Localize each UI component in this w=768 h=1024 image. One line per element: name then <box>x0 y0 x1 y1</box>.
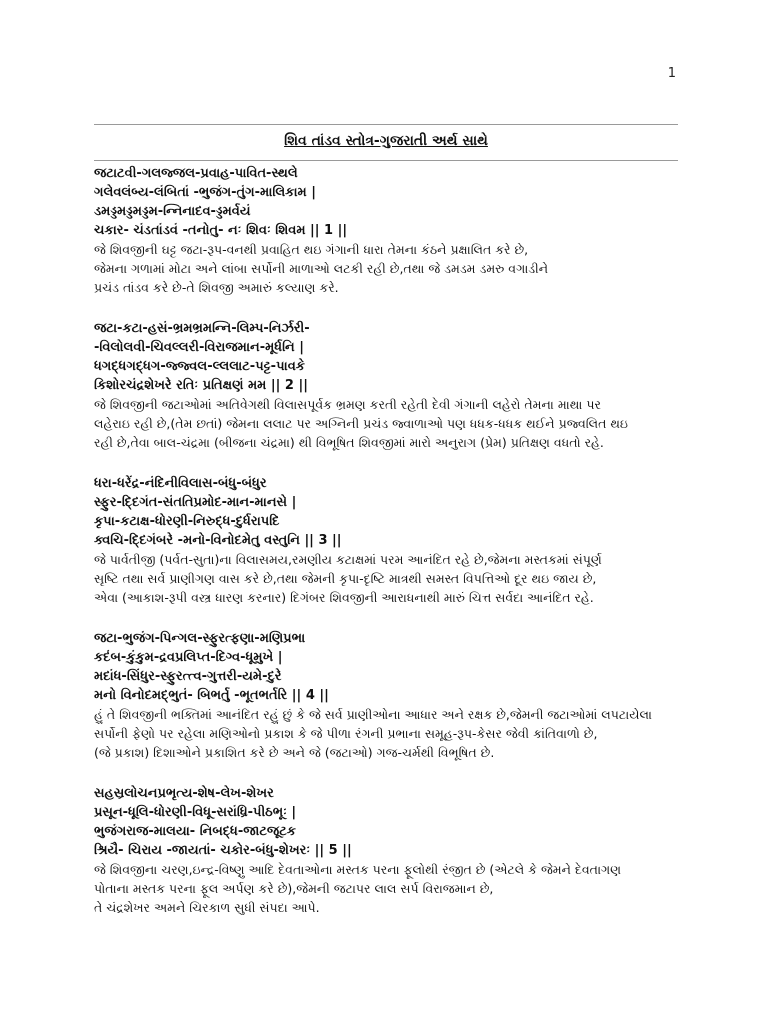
meaning-line: સૃષ્ટિ તથા સર્વ પ્રાણીગણ વાસ કરે છે,તથા જેમની કૃપા-દૃષ્ટિ માત્રથી સમસ્ત વિપત્તિઓ દૂર થઇ જાય છે, <box>94 571 597 586</box>
meaning-line: સર્પોની ફેણો પર રહેલા મણિઓનો પ્રકાશ કે જે પીળા રંગની પ્રભાના સમૂહ-રૂપ-કેસર જેવી કાંતિવાળો છે, <box>94 726 598 741</box>
meaning-line: પ્રચંડ તાંડવ કરે છે-તે શિવજી અમારું કલ્યાણ કરે. <box>94 280 339 295</box>
verse-line: મદાંધ-સિંધુર-સ્ફુરત્ત્વ-ગુત્તરી-યમે-દુરે <box>94 669 282 684</box>
meaning-line: જે શિવજીની જટાઓમાં અતિવેગથી વિલાસપૂર્વક ભ્રમણ કરતી રહેતી દેવી ગંગાની લહેરો તેમના માથા પર <box>94 397 601 412</box>
verse-2 <box>94 319 684 452</box>
verse-line: ધગદ્ધગદ્ધગ-જ્જ્વલ-લ્લલાટ-પટ્ટ-પાવકે <box>94 359 305 374</box>
verse-line: ચકાર- ચંડતાંડવં -તનોતુ- નઃ શિવઃ શિવમ || 1 || <box>94 223 348 238</box>
meaning-line: જે શિવજીના ચરણ,ઇન્દ્ર-વિષ્ણુ આદિ દેવતાઓના મસ્તક પરના ફૂલોથી રંજીત છે (એટલે કે જેમને દેવતાગણ <box>94 862 622 877</box>
meaning-line: જે શિવજીની ઘટ્ટ જટા-રૂપ-વનથી પ્રવાહિત થઇ ગંગાની ધારા તેમના કંઠને પ્રક્ષાલિત કરે છે, <box>94 242 529 257</box>
verse-4 <box>94 629 684 762</box>
verse-line: ભુજંગરાજ-માલયા- નિબદ્ધ-જાટજૂટક <box>94 824 296 839</box>
verse-line: સ્ફુર-દ્દિગંત-સંતતિપ્રમોદ-માન-માનસે | <box>94 495 297 510</box>
meaning-line: તે ચંદ્રશેખર અમને ચિરકાળ સુધી સંપદા આપે. <box>94 900 320 915</box>
document-body <box>94 164 684 939</box>
verse-line: સહસ્રલોચનપ્રભૃત્ય-શેષ-લેખ-શેખર <box>94 786 274 801</box>
verse-5 <box>94 784 684 917</box>
verse-line: કૃપા-કટાક્ષ-ધોરણી-નિરુદ્ધ-દુર્ધરાપદિ <box>94 514 280 529</box>
verse-1 <box>94 164 684 297</box>
title-bottom-rule <box>94 160 678 161</box>
verse-line: જટા-કટા-હસં-ભ્રમભ્રમન્નિ-લિમ્પ-નિર્ઝરી- <box>94 321 310 336</box>
meaning-line: હું તે શિવજીની ભક્તિમાં આનંદિત રહું છું કે જે સર્વ પ્રાણીઓના આધાર અને રક્ષક છે,જેમની જટાઓમાં લપટાયેલા <box>94 707 652 722</box>
meaning-line: જેમના ગળામાં મોટા અને લાંબા સર્પોની માળાઓ લટકી રહી છે,તથા જે ડમડમ ડમરુ વગાડીને <box>94 261 549 276</box>
verse-line: ધરા-ધરેંદ્ર-નંદિનીવિલાસ-બંધુ-બંધુર <box>94 476 267 491</box>
verse-line: શ્રિયૈ- ચિરાય -જાયતાં- ચકોર-બંધુ-શેખરઃ || 5 || <box>94 843 352 858</box>
meaning-line: એવા (આકાશ-રૂપી વસ્ત્ર ધારણ કરનાર) દિગંબર શિવજીની આરાધનાથી મારું ચિત્ત સર્વદા આનંદિત રહે. <box>94 590 594 605</box>
verse-line: જટા-ભુજંગ-પિન્ગલ-સ્ફુરત્ફણા-મણિપ્રભા <box>94 631 306 646</box>
verse-line: ક્વચિ-દ્દિગંબરે -મનો-વિનોદમેતુ વસ્તુનિ || 3 || <box>94 533 342 548</box>
verse-3 <box>94 474 684 607</box>
meaning-line: પોતાના મસ્તક પરના ફૂલ અર્પણ કરે છે),જેમની જટાપર લાલ સર્પ વિરાજમાન છે, <box>94 881 494 896</box>
verse-line: કિશોરચંદ્રશેખરે રતિઃ પ્રતિક્ષણં મમ || 2 || <box>94 378 308 393</box>
verse-line: -વિલોલવી-ચિવલ્લરી-વિરાજમાન-મૂર્ધનિ | <box>94 340 304 355</box>
meaning-line: રહી છે,તેવા બાલ-ચંદ્રમા (બીજના ચંદ્રમા) થી વિભૂષિત શિવજીમાં મારો અનુરાગ (પ્રેમ) પ્રતિક્ષણ વધતો રહે. <box>94 435 604 450</box>
meaning-line: જે પાર્વતીજી (પર્વત-સુતા)ના વિલાસમય,રમણીય કટાક્ષમાં પરમ આનંદિત રહે છે,જેમના મસ્તકમાં સંપૂર્ણ <box>94 552 602 567</box>
verse-line: મનો વિનોદમદ્ભુતં- બિભર્તુ -ભૂતભર્તરિ || 4 || <box>94 688 329 703</box>
verse-line: ગલેવલંબ્ય-લંબિતાં -ભુજંગ-તુંગ-માલિકામ | <box>94 185 316 200</box>
verse-line: ડમડ્ડમડ્ડમડ્ડમ-ન્નિનાદવ-ડ્ડમર્વયં <box>94 204 251 219</box>
document-title: શિવ તાંડવ સ્તોત્ર-ગુજરાતી અર્થ સાથે <box>284 133 488 149</box>
title-top-rule <box>94 124 678 125</box>
meaning-line: (જે પ્રકાશ) દિશાઓને પ્રકાશિત કરે છે અને જે (જટાઓ) ગજ-ચર્મથી વિભૂષિત છે. <box>94 745 495 760</box>
page-number: 1 <box>667 66 676 81</box>
verse-line: પ્રસૂન-ધૂલિ-ધોરણી-વિધૂ-સરાંધ્રિ-પીઠભૂઃ | <box>94 805 297 820</box>
meaning-line: લહેરાઇ રહી છે,(તેમ છતાં) જેમના લલાટ પર અગ્નિની પ્રચંડ જ્વાળાઓ પણ ધધક-ધધક થઈને પ્રજ્વલિત થઇ <box>94 416 628 431</box>
verse-line: કદંબ-કુંકુમ-દ્રવપ્રલિપ્ત-દિગ્વ-ધૂમુખે | <box>94 650 283 665</box>
verse-line: જટાટવી-ગલજ્જલ-પ્રવાહ-પાવિત-સ્થલે <box>94 166 298 181</box>
